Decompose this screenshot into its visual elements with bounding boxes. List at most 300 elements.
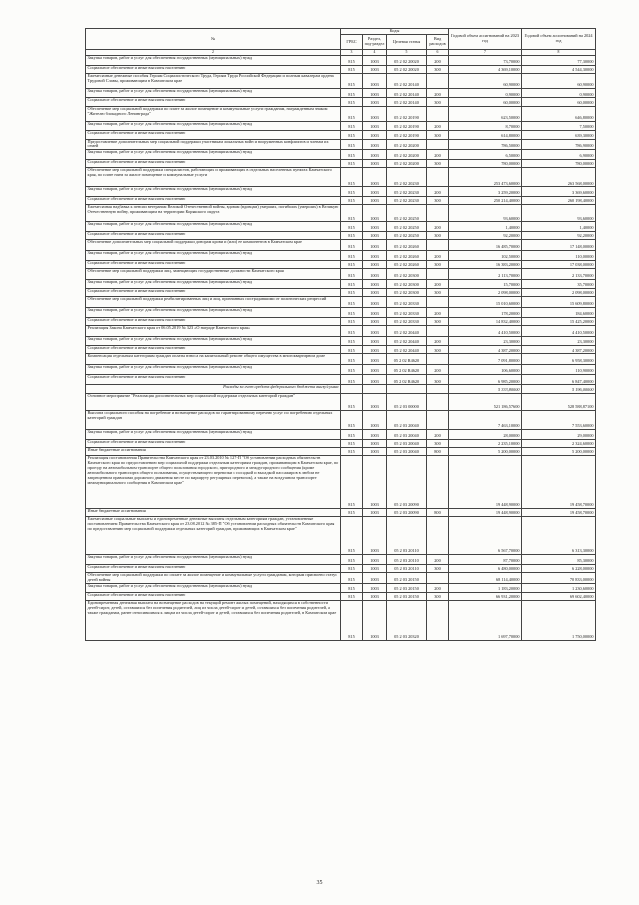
- table-row: [86, 260, 596, 268]
- table-row: [86, 205, 596, 222]
- table-row: [86, 325, 596, 336]
- col-index: 2: [86, 50, 341, 56]
- col-index: 5: [387, 50, 427, 56]
- row-2023-cell: 178,20000: [449, 308, 522, 318]
- row-2023-cell: 1 697,70000: [449, 601, 522, 641]
- table-row: [86, 222, 596, 232]
- table-row: [86, 509, 596, 517]
- row-2024-cell: 110,00000: [522, 251, 596, 261]
- row-razdel-cell: 1003: [363, 554, 387, 564]
- row-2023-cell: 521 186,57600: [449, 393, 522, 410]
- table-row: [86, 393, 596, 410]
- row-stat-cell: 05 2 03 20040: [387, 439, 427, 447]
- row-2024-cell: 646,80000: [522, 106, 596, 121]
- row-2024-cell: 0,90000: [522, 88, 596, 98]
- row-razdel-cell: 1003: [363, 336, 387, 346]
- row-grbs-cell: 815: [341, 251, 363, 261]
- table-row: [86, 150, 596, 160]
- row-stat-cell: 05 2 02 20230: [387, 197, 427, 205]
- row-2023-cell: 1 183,20000: [449, 583, 522, 593]
- row-name-cell: Закупка товаров, работ и услуг для обеспечения государственных (муниципальных) нужд: [86, 583, 341, 593]
- table-row: [86, 139, 596, 150]
- row-2024-cell: 2 324,60000: [522, 439, 596, 447]
- table-row: [86, 297, 596, 308]
- row-name-cell: Социальное обеспечение и иные выплаты населению: [86, 131, 341, 139]
- row-2024-cell: 5 196,00000: [522, 385, 596, 393]
- row-stat-cell: [387, 385, 427, 393]
- row-vid-cell: 300: [427, 131, 449, 139]
- table-row: [86, 187, 596, 197]
- col-index: 4: [363, 50, 387, 56]
- row-2023-cell: 7 463,10000: [449, 410, 522, 429]
- row-2023-cell: 1,40000: [449, 222, 522, 232]
- row-vid-cell: [427, 410, 449, 429]
- row-2023-cell: 6 480,00000: [449, 564, 522, 572]
- row-stat-cell: 05 2 03 20110: [387, 517, 427, 555]
- table-row: [86, 448, 596, 456]
- row-2023-cell: 60,90000: [449, 73, 522, 88]
- row-stat-cell: 05 2 02 20140: [387, 98, 427, 106]
- row-2023-cell: 66 931,20000: [449, 593, 522, 601]
- row-2023-cell: 786,50000: [449, 139, 522, 150]
- row-name-cell: Закупка товаров, работ и услуг для обеспечения государственных (муниципальных) нужд: [86, 56, 341, 66]
- table-row: [86, 564, 596, 572]
- row-name-cell: Закупка товаров, работ и услуг для обеспечения государственных (муниципальных) нужд: [86, 430, 341, 440]
- row-name-cell: Обеспечение дополнительных мер социальной поддержки донорам крови и (или) ее компонентов в Камчатском крае: [86, 240, 341, 251]
- table-row: [86, 106, 596, 121]
- row-stat-cell: 05 2 02 20200: [387, 139, 427, 150]
- codes-header: Коды: [341, 29, 449, 35]
- row-2024-cell: 6,90000: [522, 150, 596, 160]
- row-grbs-cell: 815: [341, 131, 363, 139]
- row-stat-cell: 05 2 02 R4620: [387, 365, 427, 375]
- row-razdel-cell: 1003: [363, 222, 387, 232]
- row-grbs-cell: 815: [341, 365, 363, 375]
- row-razdel-cell: 1003: [363, 240, 387, 251]
- row-2024-cell: 4 544,30000: [522, 65, 596, 73]
- row-name-cell: Компенсация отдельным категориям граждан оплаты взноса на капитальный ремонт общего имущества в многоквартирном доме: [86, 354, 341, 365]
- table-body: [86, 56, 596, 641]
- row-2024-cell: 2 133,70000: [522, 268, 596, 279]
- row-stat-cell: 05 2 02 20250: [387, 232, 427, 240]
- row-stat-cell: 05 2 03 20150: [387, 572, 427, 583]
- row-2024-cell: 6 958,30000: [522, 354, 596, 365]
- row-vid-cell: 800: [427, 509, 449, 517]
- table-row: [86, 517, 596, 555]
- row-stat-cell: 05 2 02 20440: [387, 346, 427, 354]
- col-grbs-header: ГРБС: [341, 35, 363, 50]
- row-stat-cell: 05 2 02 20260: [387, 240, 427, 251]
- row-razdel-cell: 1003: [363, 268, 387, 279]
- row-stat-cell: 05 2 02 20330: [387, 317, 427, 325]
- row-vid-cell: [427, 601, 449, 641]
- row-razdel-cell: 1003: [363, 187, 387, 197]
- row-stat-cell: 05 2 02 R4620: [387, 354, 427, 365]
- table-row: [86, 73, 596, 88]
- row-grbs-cell: 815: [341, 593, 363, 601]
- row-grbs-cell: 815: [341, 448, 363, 456]
- table-row: [86, 251, 596, 261]
- row-razdel-cell: [363, 385, 387, 393]
- row-grbs-cell: 815: [341, 232, 363, 240]
- col-stat-header: Целевая статья: [387, 35, 427, 50]
- row-razdel-cell: 1003: [363, 251, 387, 261]
- row-2023-cell: 4 369,10000: [449, 65, 522, 73]
- row-2024-cell: 15 609,80000: [522, 297, 596, 308]
- row-name-cell: Социальное обеспечение и иные выплаты населению: [86, 159, 341, 167]
- row-razdel-cell: 1003: [363, 232, 387, 240]
- row-grbs-cell: 815: [341, 297, 363, 308]
- row-2023-cell: 3 259,20000: [449, 187, 522, 197]
- row-grbs-cell: 815: [341, 456, 363, 509]
- row-grbs-cell: 815: [341, 354, 363, 365]
- row-grbs-cell: 815: [341, 517, 363, 555]
- row-name-cell: Закупка товаров, работ и услуг для обеспечения государственных (муниципальных) нужд: [86, 251, 341, 261]
- row-vid-cell: 200: [427, 222, 449, 232]
- row-2024-cell: 3 369,60000: [522, 187, 596, 197]
- table-row: [86, 430, 596, 440]
- row-2024-cell: 4 410,50000: [522, 325, 596, 336]
- row-stat-cell: 05 2 02 20440: [387, 336, 427, 346]
- row-vid-cell: 200: [427, 88, 449, 98]
- table-row: [86, 365, 596, 375]
- row-grbs-cell: 815: [341, 159, 363, 167]
- table-row: [86, 354, 596, 365]
- row-name-cell: Иные бюджетные ассигнования: [86, 509, 341, 517]
- row-vid-cell: [427, 240, 449, 251]
- row-2024-cell: 786,90000: [522, 139, 596, 150]
- row-vid-cell: [427, 168, 449, 187]
- row-name-cell: Обеспечение мер социальной поддержки реабилитированных лиц и лиц, признанных пострадавшими от политических репрессий: [86, 297, 341, 308]
- row-grbs-cell: 815: [341, 601, 363, 641]
- table-row: [86, 240, 596, 251]
- row-vid-cell: 200: [427, 308, 449, 318]
- row-2023-cell: 0,90000: [449, 88, 522, 98]
- row-stat-cell: 05 2 02 20330: [387, 308, 427, 318]
- row-vid-cell: 300: [427, 65, 449, 73]
- col-index: 8: [522, 50, 596, 56]
- row-name-cell: Социальное обеспечение и иные выплаты населению: [86, 289, 341, 297]
- row-2023-cell: 87,70000: [449, 554, 522, 564]
- table-row: [86, 159, 596, 167]
- row-name-cell: Расходы за счет средств федерального бюджета внизу/сумма: [86, 385, 341, 393]
- row-grbs-cell: 815: [341, 268, 363, 279]
- row-grbs-cell: 815: [341, 197, 363, 205]
- row-name-cell: Реализация Закона Камчатского края от 06.05.2019 № 323 «О награде Камчатского края»: [86, 325, 341, 336]
- row-2024-cell: 17 148,00000: [522, 240, 596, 251]
- row-2024-cell: 780,00000: [522, 159, 596, 167]
- row-vid-cell: [427, 73, 449, 88]
- row-2024-cell: 6 847,40000: [522, 374, 596, 385]
- row-stat-cell: 05 2 03 20150: [387, 593, 427, 601]
- row-stat-cell: 05 2 02 20020: [387, 56, 427, 66]
- table-row: [86, 336, 596, 346]
- table-row: [86, 410, 596, 429]
- row-razdel-cell: 1003: [363, 317, 387, 325]
- row-stat-cell: 05 2 02 20300: [387, 279, 427, 289]
- row-grbs-cell: 815: [341, 554, 363, 564]
- row-name-cell: Социальное обеспечение и иные выплаты населению: [86, 439, 341, 447]
- row-razdel-cell: 1003: [363, 572, 387, 583]
- row-razdel-cell: 1003: [363, 260, 387, 268]
- row-grbs-cell: 815: [341, 260, 363, 268]
- row-2024-cell: 60,90000: [522, 73, 596, 88]
- row-razdel-cell: 1003: [363, 106, 387, 121]
- row-razdel-cell: 1003: [363, 430, 387, 440]
- row-name-cell: Социальное обеспечение и иные выплаты населению: [86, 564, 341, 572]
- row-vid-cell: [427, 456, 449, 509]
- row-grbs-cell: 815: [341, 65, 363, 73]
- row-2024-cell: 6 313,30000: [522, 517, 596, 555]
- row-2024-cell: 7,50000: [522, 121, 596, 131]
- row-razdel-cell: 1003: [363, 346, 387, 354]
- row-2024-cell: 1,40000: [522, 222, 596, 232]
- budget-table: [85, 28, 596, 641]
- row-vid-cell: 200: [427, 56, 449, 66]
- row-razdel-cell: 1003: [363, 159, 387, 167]
- row-name-cell: Закупка товаров, работ и услуг для обеспечения государственных (муниципальных) нужд: [86, 150, 341, 160]
- row-stat-cell: 05 2 03 00000: [387, 393, 427, 410]
- row-grbs-cell: 815: [341, 240, 363, 251]
- row-name-cell: Социальное обеспечение и иные выплаты населению: [86, 197, 341, 205]
- row-vid-cell: [427, 268, 449, 279]
- row-name-cell: Закупка товаров, работ и услуг для обеспечения государственных (муниципальных) нужд: [86, 187, 341, 197]
- row-stat-cell: 05 2 02 20230: [387, 187, 427, 197]
- row-stat-cell: 05 2 02 20250: [387, 205, 427, 222]
- row-razdel-cell: 1003: [363, 601, 387, 641]
- row-2023-cell: 2 113,70000: [449, 268, 522, 279]
- row-2023-cell: 2 098,00000: [449, 289, 522, 297]
- table-row: [86, 197, 596, 205]
- row-razdel-cell: 1003: [363, 325, 387, 336]
- row-stat-cell: 05 2 02 20200: [387, 150, 427, 160]
- row-stat-cell: 05 2 02 20260: [387, 260, 427, 268]
- row-razdel-cell: 1003: [363, 65, 387, 73]
- row-grbs-cell: 815: [341, 430, 363, 440]
- row-2023-cell: 16 383,20000: [449, 260, 522, 268]
- row-vid-cell: 300: [427, 593, 449, 601]
- row-2024-cell: 6 228,00000: [522, 564, 596, 572]
- row-razdel-cell: 1003: [363, 197, 387, 205]
- table-header: [86, 29, 596, 56]
- row-2024-cell: 23,30000: [522, 336, 596, 346]
- row-stat-cell: 05 2 02 20020: [387, 65, 427, 73]
- budget-table-sheet: [85, 28, 595, 641]
- row-2024-cell: 1 750,00000: [522, 601, 596, 641]
- row-2023-cell: 73,70000: [449, 56, 522, 66]
- row-2023-cell: 253 473,60000: [449, 168, 522, 187]
- col-2023-header: Годовой объем ассигнований на 2023 год: [449, 29, 522, 50]
- row-grbs-cell: 815: [341, 279, 363, 289]
- row-vid-cell: 300: [427, 564, 449, 572]
- row-razdel-cell: 1003: [363, 73, 387, 88]
- row-2024-cell: 260 198,40000: [522, 197, 596, 205]
- row-grbs-cell: 815: [341, 168, 363, 187]
- row-grbs-cell: 815: [341, 317, 363, 325]
- row-grbs-cell: 815: [341, 187, 363, 197]
- row-vid-cell: [427, 139, 449, 150]
- row-razdel-cell: 1003: [363, 308, 387, 318]
- row-razdel-cell: 1003: [363, 509, 387, 517]
- row-grbs-cell: 815: [341, 150, 363, 160]
- table-row: [86, 601, 596, 641]
- row-razdel-cell: 1003: [363, 365, 387, 375]
- row-2023-cell: 5 333,80000: [449, 385, 522, 393]
- row-stat-cell: 05 2 02 20190: [387, 121, 427, 131]
- row-grbs-cell: 815: [341, 374, 363, 385]
- row-razdel-cell: 1003: [363, 393, 387, 410]
- col-name-header: №: [86, 29, 341, 50]
- table-row: [86, 65, 596, 73]
- row-2024-cell: 70 833,00000: [522, 572, 596, 583]
- row-2023-cell: 7 091,80000: [449, 354, 522, 365]
- row-vid-cell: 200: [427, 121, 449, 131]
- row-name-cell: Обеспечение мер социальной поддержки по плате за жилое помещение и коммунальные услуги гражданам, награжденным знаком "Жителю блокадного Ленинграда": [86, 106, 341, 121]
- row-grbs-cell: 815: [341, 564, 363, 572]
- row-name-cell: Закупка товаров, работ и услуг для обеспечения государственных (муниципальных) нужд: [86, 365, 341, 375]
- row-vid-cell: 200: [427, 251, 449, 261]
- row-name-cell: Социальное обеспечение и иные выплаты населению: [86, 593, 341, 601]
- row-vid-cell: [427, 106, 449, 121]
- row-stat-cell: 05 2 02 R4620: [387, 374, 427, 385]
- table-row: [86, 232, 596, 240]
- row-2023-cell: 106,60000: [449, 365, 522, 375]
- row-razdel-cell: 1003: [363, 168, 387, 187]
- row-vid-cell: 300: [427, 260, 449, 268]
- row-vid-cell: 300: [427, 232, 449, 240]
- row-grbs-cell: 815: [341, 88, 363, 98]
- row-vid-cell: [427, 572, 449, 583]
- row-name-cell: Закупка товаров, работ и услуг для обеспечения государственных (муниципальных) нужд: [86, 279, 341, 289]
- row-2023-cell: 14 832,40000: [449, 317, 522, 325]
- row-stat-cell: 05 2 03 20040: [387, 448, 427, 456]
- row-2023-cell: 19 448,90000: [449, 509, 522, 517]
- row-name-cell: Социальное обеспечение и иные выплаты населению: [86, 317, 341, 325]
- row-2023-cell: 92,20000: [449, 232, 522, 240]
- row-name-cell: Ежемесячные социальные выплаты и единовременные денежные выплаты отдельным категориям граждан, установленные постановлением Правительства Камчатского края от 23.08.2012 № 385-П "Об установлении расходных обязательств Камчатского края по предоставлению мер социальной поддержки отдельных категорий граждан, проживающих в Камчатском крае": [86, 517, 341, 555]
- col-index: 3: [341, 50, 363, 56]
- row-grbs-cell: 815: [341, 583, 363, 593]
- row-2023-cell: 23,30000: [449, 336, 522, 346]
- row-name-cell: Реализация постановления Правительства Камчатского края от 23.03.2010 № 127-П "Об установлении расходных обязательств Камчатского края по предоставлению мер социальной поддержки отдельным категориям граждан, проживающим в Камчатском крае, по проезду на автомобильном транспорте общего пользования городского, пригородного и междугородного сообщения (кроме автомобильного транспорта общего пользования, осуществляющего перевозки с посадкой и высадкой пассажиров в любом не запрещенном правилами дорожного движения месте по маршруту регулярных перевозок), а также на воздушном транспорте межмуниципального сообщения в Камчатском крае": [86, 456, 341, 509]
- row-2024-cell: 35,70000: [522, 279, 596, 289]
- row-2024-cell: 639,30000: [522, 131, 596, 139]
- row-vid-cell: 200: [427, 150, 449, 160]
- row-2023-cell: 5 200,00000: [449, 448, 522, 456]
- row-vid-cell: [427, 325, 449, 336]
- row-razdel-cell: 1003: [363, 205, 387, 222]
- row-name-cell: Основное мероприятие "Реализация дополнительных мер социальной поддержки отдельных категорий граждан": [86, 393, 341, 410]
- row-grbs-cell: 815: [341, 106, 363, 121]
- row-vid-cell: 300: [427, 289, 449, 297]
- row-stat-cell: 05 2 02 20260: [387, 251, 427, 261]
- row-stat-cell: 05 2 03 20090: [387, 509, 427, 517]
- table-row: [86, 385, 596, 393]
- row-2023-cell: 2 235,10000: [449, 439, 522, 447]
- table-row: [86, 439, 596, 447]
- row-grbs-cell: 815: [341, 98, 363, 106]
- row-grbs-cell: 815: [341, 325, 363, 336]
- row-name-cell: Закупка товаров, работ и услуг для обеспечения государственных (муниципальных) нужд: [86, 121, 341, 131]
- row-grbs-cell: 815: [341, 410, 363, 429]
- page-number: 35: [316, 880, 323, 886]
- row-2024-cell: 19 458,70000: [522, 456, 596, 509]
- row-2024-cell: 4 387,20000: [522, 346, 596, 354]
- row-2024-cell: 184,60000: [522, 308, 596, 318]
- row-2023-cell: 8,70000: [449, 121, 522, 131]
- row-razdel-cell: 1003: [363, 279, 387, 289]
- row-2023-cell: 614,80000: [449, 131, 522, 139]
- row-stat-cell: 05 2 02 20300: [387, 268, 427, 279]
- row-vid-cell: 300: [427, 197, 449, 205]
- row-stat-cell: 05 2 03 20150: [387, 583, 427, 593]
- row-name-cell: Социальное обеспечение и иные выплаты населению: [86, 232, 341, 240]
- row-razdel-cell: 1003: [363, 98, 387, 106]
- row-vid-cell: [427, 517, 449, 555]
- table-row: [86, 88, 596, 98]
- row-razdel-cell: 1003: [363, 139, 387, 150]
- table-row: [86, 593, 596, 601]
- table-row: [86, 572, 596, 583]
- table-row: [86, 289, 596, 297]
- row-stat-cell: 05 2 03 20110: [387, 554, 427, 564]
- row-stat-cell: 05 2 02 20140: [387, 73, 427, 88]
- row-name-cell: Закупка товаров, работ и услуг для обеспечения государственных (муниципальных) нужд: [86, 554, 341, 564]
- row-stat-cell: 05 2 03 20320: [387, 601, 427, 641]
- table-row: [86, 279, 596, 289]
- row-2023-cell: 60,00000: [449, 98, 522, 106]
- row-2024-cell: 7 553,60000: [522, 410, 596, 429]
- row-stat-cell: 05 2 02 20190: [387, 131, 427, 139]
- row-razdel-cell: 1003: [363, 517, 387, 555]
- row-2023-cell: 93,60000: [449, 205, 522, 222]
- table-row: [86, 98, 596, 106]
- row-vid-cell: [427, 205, 449, 222]
- row-2024-cell: 263 568,00000: [522, 168, 596, 187]
- row-2024-cell: 85,30000: [522, 554, 596, 564]
- row-grbs-cell: [341, 385, 363, 393]
- row-vid-cell: [427, 385, 449, 393]
- row-stat-cell: 05 2 02 20140: [387, 88, 427, 98]
- col-vid-header: Вид расходов: [427, 35, 449, 50]
- row-grbs-cell: 815: [341, 289, 363, 297]
- row-name-cell: Ежемесячная надбавка к пенсии ветеранам Великой Отечественной войны, вдовам (вдовцам) умерших, погибших (умерших) в Великую Отечественную войну, проживающим на территории Корякского округа: [86, 205, 341, 222]
- row-vid-cell: 300: [427, 439, 449, 447]
- row-razdel-cell: 1003: [363, 56, 387, 66]
- row-grbs-cell: 815: [341, 393, 363, 410]
- row-2023-cell: 16 485,70000: [449, 240, 522, 251]
- table-row: [86, 56, 596, 66]
- row-2024-cell: 19 458,70000: [522, 509, 596, 517]
- row-stat-cell: 05 2 03 20110: [387, 564, 427, 572]
- row-2024-cell: 69 602,40000: [522, 593, 596, 601]
- row-2024-cell: 1 230,60000: [522, 583, 596, 593]
- row-name-cell: Выплата социального пособия на погребение и возмещение расходов по гарантированному перечню услуг по погребению отдельных категорий граждан: [86, 410, 341, 429]
- col-index: 7: [449, 50, 522, 56]
- row-razdel-cell: 1003: [363, 456, 387, 509]
- row-2023-cell: 28,00000: [449, 430, 522, 440]
- row-stat-cell: 05 2 02 20440: [387, 325, 427, 336]
- row-vid-cell: [427, 297, 449, 308]
- row-vid-cell: [427, 354, 449, 365]
- row-name-cell: Социальное обеспечение и иные выплаты населению: [86, 346, 341, 354]
- row-razdel-cell: 1003: [363, 131, 387, 139]
- row-2023-cell: 780,00000: [449, 159, 522, 167]
- table-row: [86, 346, 596, 354]
- row-grbs-cell: 815: [341, 572, 363, 583]
- row-name-cell: Социальное обеспечение и иные выплаты населению: [86, 374, 341, 385]
- row-razdel-cell: 1003: [363, 439, 387, 447]
